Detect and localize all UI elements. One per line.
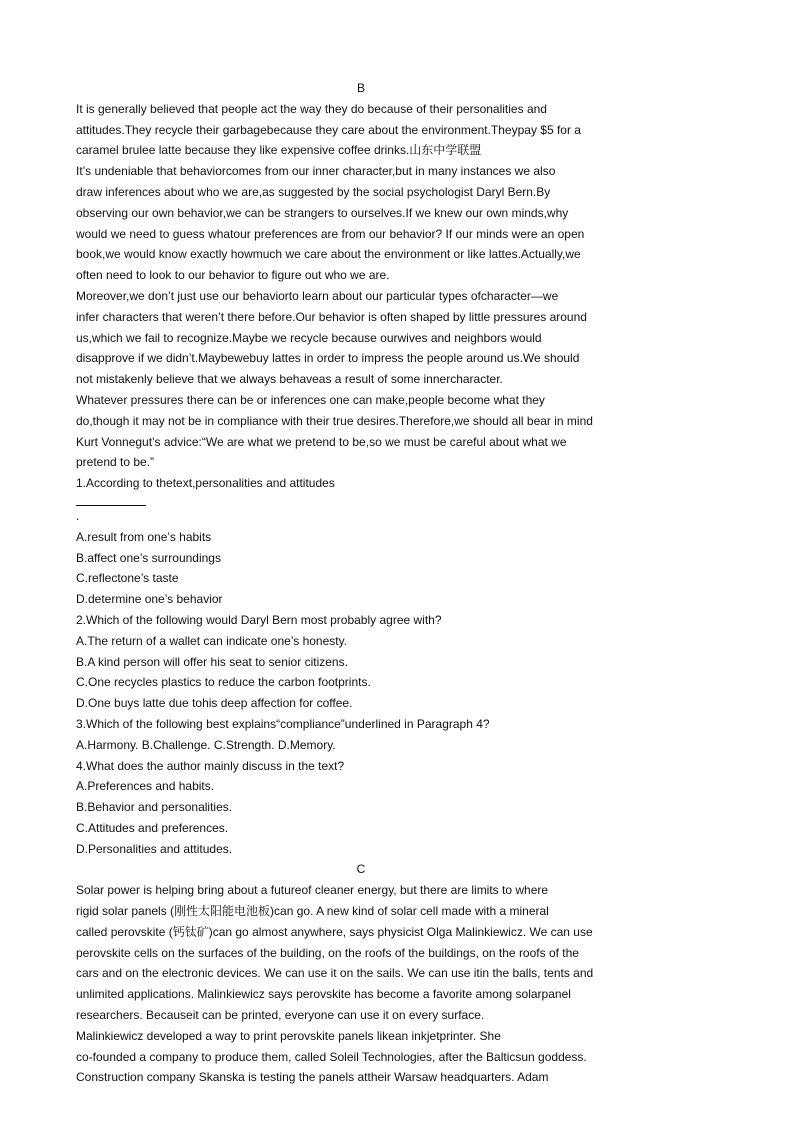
section-b-paragraph-3 — [76, 286, 646, 390]
text-line: observing our own behavior,we can be strangers to ourselves.If we knew our own minds,why — [76, 205, 569, 220]
text-line: Malinkiewicz developed a way to print perovskite panels likean inkjetprinter. She — [76, 1028, 501, 1043]
text-line: would we need to guess whatour preferences are from our behavior? If our minds were an open — [76, 226, 585, 241]
text-line: disapprove if we didn’t.Maybewebuy lattes in order to impress the people around us.We should — [76, 351, 580, 366]
text-line: attitudes.They recycle their garbagebecause they care about the environment.Theypay $5 for a — [76, 122, 581, 137]
text-line: Solar power is helping bring about a futureof cleaner energy, but there are limits to where — [76, 883, 549, 898]
text-line: caramel brulee latte because they like expensive coffee drinks.山东中学联盟 — [76, 143, 482, 158]
option-b: B.A kind person will offer his seat to senior citizens. — [76, 654, 348, 669]
section-b-paragraph-2 — [76, 161, 646, 286]
text-line: researchers. Becauseit can be printed, everyone can use it on every surface. — [76, 1008, 485, 1023]
option-a: A.Preferences and habits. — [76, 779, 215, 794]
text-line: pretend to be.” — [76, 455, 155, 470]
text-line: Construction company Skanska is testing the panels attheir Warsaw headquarters. Adam — [76, 1070, 549, 1085]
option-d: D.One buys latte due tohis deep affection for coffee. — [76, 696, 353, 711]
text-line: infer characters that weren’t there before.Our behavior is often shaped by little pressures around — [76, 309, 587, 324]
text-line: do,though it may not be in compliance with their true desires.Therefore,we should all bear in mind — [76, 413, 593, 428]
question-2 — [76, 610, 646, 714]
section-b-title: B — [356, 81, 365, 95]
section-c-paragraph-1 — [76, 880, 646, 1026]
text-line: Whatever pressures there can be or inferences one can make,people become what they — [76, 392, 545, 407]
section-c-paragraph-2 — [76, 1026, 646, 1088]
option-c: C.One recycles plastics to reduce the carbon footprints. — [76, 675, 371, 690]
text-line: book,we would know exactly howmuch we care about the environment or like lattes.Actually,we — [76, 247, 581, 262]
section-b-paragraph-4 — [76, 390, 646, 473]
text-line: draw inferences about who we are,as suggested by the social psychologist Daryl Bern.By — [76, 184, 551, 199]
answer-blank — [76, 494, 146, 506]
option-c: C.Attitudes and preferences. — [76, 820, 229, 835]
option-d: D.Personalities and attitudes. — [76, 841, 233, 856]
question-stem-end: . — [76, 508, 80, 523]
text-line: rigid solar panels (刚性太阳能电池板)can go. A new kind of solar cell made with a mineral — [76, 904, 549, 919]
text-line: unlimited applications. Malinkiewicz says perovskite has become a favorite among solarpanel — [76, 987, 571, 1002]
text-line: It is generally believed that people act the way they do because of their personalities and — [76, 101, 547, 116]
question-4 — [76, 756, 646, 860]
question-stem: 3.Which of the following best explains“compliance”underlined in Paragraph 4? — [76, 716, 490, 731]
text-line: co-founded a company to produce them, called Soleil Technologies, after the Balticsun goddess. — [76, 1049, 587, 1064]
text-line: not mistakenly believe that we always behaveas a result of some innercharacter. — [76, 372, 503, 387]
option-b: B.affect one’s surroundings — [76, 550, 221, 565]
option-a: A.result from one’s habits — [76, 529, 212, 544]
text-line: Moreover,we don’t just use our behaviorto learn about our particular types ofcharacter—we — [76, 288, 559, 303]
text-line: often need to look to our behavior to figure out who we are. — [76, 268, 390, 283]
options-inline: A.Harmony. B.Challenge. C.Strength. D.Memory. — [76, 737, 336, 752]
text-line: called perovskite (钙钛矿)can go almost anywhere, says physicist Olga Malinkiewicz. We can use — [76, 924, 593, 939]
text-line: cars and on the electronic devices. We can use it on the sails. We can use itin the balls, tents and — [76, 966, 594, 981]
question-stem-text: 1.According to thetext,personalities and attitudes — [76, 476, 335, 491]
section-c-title: C — [356, 862, 366, 877]
question-stem: 2.Which of the following would Daryl Bern most probably agree with? — [76, 612, 442, 627]
text-line: perovskite cells on the surfaces of the building, on the roofs of the buildings, on the roofs of the — [76, 945, 579, 960]
option-d: D.determine one’s behavior — [76, 592, 223, 607]
question-1 — [76, 473, 646, 610]
question-stem — [76, 473, 646, 527]
option-c: C.reflectone’s taste — [76, 571, 179, 586]
text-line: Kurt Vonnegut’s advice:“We are what we pretend to be,so we must be careful about what we — [76, 434, 567, 449]
question-3 — [76, 714, 646, 756]
text-line: us,which we fail to recognize.Maybe we recycle because ourwives and neighbors would — [76, 330, 542, 345]
option-b: B.Behavior and personalities. — [76, 800, 233, 815]
option-a: A.The return of a wallet can indicate one’s honesty. — [76, 633, 348, 648]
text-line: It’s undeniable that behaviorcomes from our inner character,but in many instances we also — [76, 164, 556, 179]
question-stem: 4.What does the author mainly discuss in the text? — [76, 758, 345, 773]
section-b-paragraph-1 — [76, 99, 646, 161]
document-page — [76, 78, 646, 1088]
